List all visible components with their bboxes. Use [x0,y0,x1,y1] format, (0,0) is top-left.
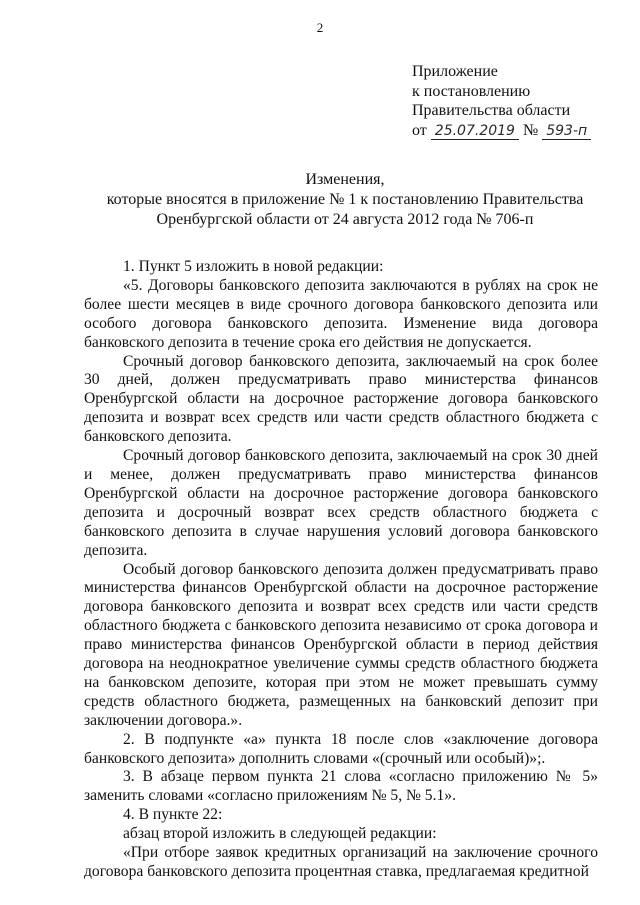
title-subtitle-1: которые вносятся в приложение № 1 к постановлению Правительства [106,191,584,208]
title-subtitle-2: Оренбургской области от 24 августа 2012 года № 706-п [156,211,534,228]
appendix-block [412,62,591,141]
paragraph-term-deposit-30-or-less: Срочный договор банковского депозита, заключаемый на срок 30 дней и менее, должен предусматривать право министерства финансов Оренбургской области на досрочное расторжение договора банковского депозита и досрочный возврат всех средств областного бюджета с банковского депозита в случае нарушения условий договора банковского депозита. [84,447,598,559]
paragraph-item-2: 2. В подпункте «а» пункта 18 после слов «заключение договора банковского депозита» дополнить словами «(срочный или особый)»;. [84,730,598,767]
appendix-line-1: Приложение [412,63,498,80]
appendix-line-2: к постановлению [412,82,531,100]
paragraph-term-deposit-over-30: Срочный договор банковского депозита, заключаемый на срок более 30 дней, должен предусматривать право министерства финансов Оренбургской области на досрочное расторжение договора банковского депозита и возврат всех средств или части средств областного бюджета с банковского депозита. [84,352,598,446]
appendix-date-line [412,121,591,142]
paragraph-item-1: 1. Пункт 5 изложить в новой редакции: [123,258,384,275]
appendix-line-3: Правительства области [412,102,571,119]
paragraph-item-4-intro: абзац второй изложить в следующей редакции: [123,825,437,843]
page-number: 2 [316,20,324,35]
paragraph-item-3: 3. В абзаце первом пункта 21 слова «согласно приложению № 5» заменить словами «согласно приложениям № 5, № 5.1». [84,768,598,805]
title-heading: Изменения, [305,171,385,188]
paragraph-item-4-text: «При отборе заявок кредитных организаций на заключение срочного договора банковского депозита процентная ставка, предлагаемая кредитной [84,844,598,880]
handwritten-number: 593-п [542,123,591,140]
paragraph-item-4: 4. В пункте 22: [123,806,223,824]
paragraph-clause-5: «5. Договоры банковского депозита заключаются в рублях на срок не более шести месяцев в виде срочного договора банковского депозита или особого договора банковского депозита. Изменение вида договора банковского депозита в течение срока его действия не допускается. [84,276,598,351]
handwritten-date: 25.07.2019 [431,123,519,140]
paragraph-special-deposit: Особый договор банковского депозита должен предусматривать право министерства финансов Оренбургской области на досрочное расторжение договора банковского депозита и возврат всех средств или части средств областного бюджета с банковского депозита независимо от срока договора и право министерства финансов Оренбургской области в период действия договора на неоднократное увеличение суммы средств областного бюджета на банковском депозите, которая при этом не может превышать сумму средств областного бюджета, размещенных на банковский депозит при заключении договора.». [84,560,598,729]
number-label: № [522,121,539,139]
document-title [60,170,630,230]
from-label: от [412,121,427,139]
document-body [84,258,598,882]
